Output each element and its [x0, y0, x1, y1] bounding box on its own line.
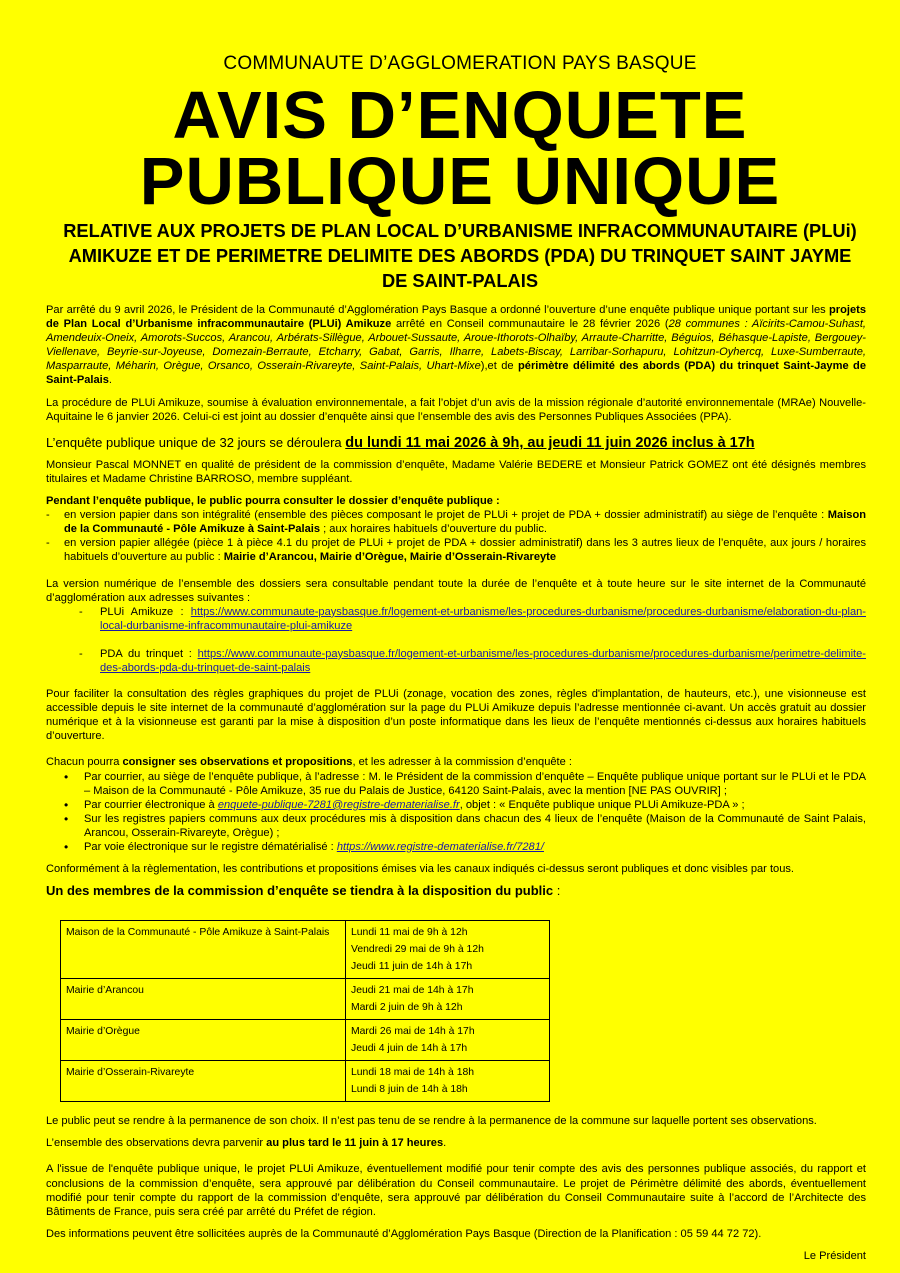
- intro-paragraph: [46, 303, 866, 388]
- permanence-row: [61, 1020, 550, 1061]
- observations-text-2: , et les adresser à la commission d’enquête :: [352, 756, 572, 769]
- observation-mail: • Par courrier, au siège de l’enquête publique, à l’adresse : M. le Président de la commission d’enquête – Enquête publique unique portant sur le PLUi et le PDA – Maison de la Communauté - Pôle Amikuze, 35 rue du Palais de Justice, 64120 Saint-Palais, avec la mention [NE PAS OUVRIR] ;: [46, 770, 866, 798]
- permanence-slot: Jeudi 11 juin de 14h à 17h: [351, 961, 473, 973]
- permanence-row: [61, 921, 550, 979]
- consult-item-light-places: Mairie d’Arancou, Mairie d’Orègue, Mairie d’Osserain-Rivareyte: [223, 551, 557, 564]
- permanences-heading-suffix: :: [553, 883, 561, 899]
- intro-pda-project: périmètre délimité des abords (PDA) du trinquet Saint-Jayme de Saint-Palais: [46, 360, 866, 387]
- permanences-table: [60, 920, 550, 1102]
- permanence-slots: [346, 1020, 550, 1061]
- deadline-date: au plus tard le 11 juin à 17 heures: [266, 1137, 444, 1150]
- observation-online-pre: Par voie électronique sur le registre dématérialisé :: [84, 841, 337, 853]
- pda-link[interactable]: https://www.communaute-paysbasque.fr/logement-et-urbanisme/les-procedures-durbanisme/procedures-durbanisme/perimetre-delimite-des-abords-pda-du-trinquet-de-saint-palais: [100, 647, 866, 674]
- permanence-slot: Jeudi 4 juin de 14h à 17h: [351, 1043, 468, 1055]
- permanence-slot: Lundi 18 mai de 14h à 18h: [351, 1067, 475, 1079]
- consult-list: [46, 508, 866, 564]
- consult-item-light: [46, 536, 866, 564]
- consult-heading: [46, 494, 866, 508]
- deadline-text-2: .: [443, 1137, 447, 1150]
- permanence-slot: Lundi 8 juin de 14h à 18h: [351, 1084, 468, 1096]
- permanence-slots: [346, 1061, 550, 1102]
- signature: Le Président: [803, 1249, 866, 1262]
- conformity-paragraph: Conformément à la règlementation, les contributions et propositions émises via les canaux indiqués ci-dessus seront publiques et donc visibles par tous.: [46, 863, 794, 876]
- permanence-slot: Vendredi 29 mai de 9h à 12h: [351, 944, 484, 956]
- permanence-slots: [346, 921, 550, 979]
- deadline-text-1: L’ensemble des observations devra parvenir: [46, 1137, 267, 1150]
- digital-paragraph: La version numérique de l’ensemble des dossiers sera consultable pendant toute la durée de l’enquête et à toute heure sur le site internet de la Communauté d’agglomération aux adresses suivantes :: [46, 577, 866, 604]
- permanence-location: Maison de la Communauté - Pôle Amikuze à Saint-Palais: [61, 921, 346, 979]
- observation-online: [46, 840, 866, 854]
- plui-link-label: PLUi Amikuze :: [100, 605, 191, 618]
- enquiry-dates: du lundi 11 mai 2026 à 9h, au jeudi 11 juin 2026 inclus à 17h: [345, 434, 755, 451]
- permanence-row: [61, 979, 550, 1020]
- consult-item-light-text: en version papier allégée (pièce 1 à pièce 4.1 du projet de PLUi + projet de PDA + dossier administratif) dans les 3 autres lieux de l’enquête, aux jours / horaires habituels d’ouverture au public :: [64, 537, 866, 564]
- intro-text-4: .: [108, 374, 112, 387]
- intro-text-2: arrêté en Conseil communautaire le 28 février 2026 (: [391, 318, 669, 331]
- digital-links: [46, 605, 866, 675]
- observation-email: [46, 798, 866, 812]
- observations-text-1: Chacun pourra: [46, 756, 123, 769]
- pda-link-label: PDA du trinquet :: [100, 647, 198, 660]
- consult-item-full-end: ; aux horaires habituels d’ouverture du public.: [320, 523, 547, 536]
- choice-paragraph: Le public peut se rendre à la permanence de son choix. Il n’est pas tenu de se rendre à la permanence de la commune sur laquelle portent ses observations.: [46, 1115, 817, 1128]
- viewer-paragraph: Pour faciliter la consultation des règles graphiques du projet de PLUi (zonage, vocation des zones, règles d'implantation, de hauteurs, etc.), une visionneuse est accessible depuis le site internet de la communauté d’agglomération sur la page du PLUi Amikuze depuis l’adresse mentionnée ci-avant. Un accès gratuit au dossier numérique et à la visionneuse est garanti par la mise à disposition d’un poste informatique dans les lieux de l’enquête mentionnés ci-dessus aux horaires habituels d’ouverture.: [46, 688, 866, 743]
- permanence-location: Mairie d’Orègue: [61, 1020, 346, 1061]
- observations-bold: consigner ses observations et propositions: [122, 756, 353, 769]
- observations-list: [46, 770, 866, 855]
- duration-prefix: L’enquête publique unique de 32 jours se déroulera: [46, 434, 346, 450]
- pda-link-item: [46, 647, 866, 675]
- subtitle: RELATIVE AUX PROJETS DE PLAN LOCAL D’URBANISME INFRACOMMUNAUTAIRE (PLUi) AMIKUZE ET DE PERIMETRE DELIMITE DES ABORDS (PDA) DU TRINQUET SAINT JAYME DE SAINT-PALAIS: [63, 220, 857, 291]
- intro-text-3: ),et de: [480, 360, 518, 373]
- title-line-1: AVIS D’ENQUETE: [172, 78, 748, 153]
- permanence-slot: Lundi 11 mai de 9h à 12h: [351, 927, 468, 939]
- observation-registers: • Sur les registres papiers communs aux deux procédures mis à disposition dans chacun des 4 lieux de l’enquête (Maison de la Communauté de Saint Palais, Arancou, Osserain-Rivareyte, Orègue) ;: [46, 812, 866, 840]
- notice-body: [46, 303, 866, 1263]
- contact-paragraph: Des informations peuvent être sollicitées auprès de la Communauté d’Agglomération Pays Basque (Direction de la Planification : 05 59 44 72 72).: [46, 1227, 762, 1240]
- duration-paragraph: [46, 436, 866, 450]
- plui-link[interactable]: https://www.communaute-paysbasque.fr/logement-et-urbanisme/les-procedures-durbanisme/procedures-durbanisme/elaboration-du-plan-local-durbanisme-infracommunautaire-plui-amikuze: [100, 605, 866, 632]
- consult-heading-text: Pendant l’enquête publique, le public pourra consulter le dossier d’enquête publique :: [46, 495, 500, 508]
- organization-name: COMMUNAUTE D’AGGLOMERATION PAYS BASQUE: [223, 53, 697, 74]
- registry-link[interactable]: https://www.registre-dematerialise.fr/7281/: [336, 841, 544, 853]
- plui-link-item: [46, 605, 866, 633]
- permanence-slots: [346, 979, 550, 1020]
- permanence-slot: Jeudi 21 mai de 14h à 17h: [351, 985, 474, 997]
- permanences-heading-text: Un des membres de la commission d’enquête se tiendra à la disposition du public: [46, 883, 554, 899]
- intro-communes-list: 28 communes : Aïcirits-Camou-Suhast, Amendeuix-Oneix, Amorots-Succos, Arancou, Arbérats-Sillègue, Arbouet-Sussaute, Aroue-Ithorots-Olhaïby, Arraute-Charritte, Béguios, Béhasque-Lapiste, Bergouey-Viellenave, Beyrie-sur-Joyeuse, Domezain-Berraute, Etcharry, Gabat, Garris, Ilharre, Labets-Biscay, Larribar-Sorhapuru, Lohitzun-Oyhercq, Luxe-Sumberraute, Masparraute, Méharin, Orègue, Orsanco, Osserain-Rivareyte, Saint-Palais, Uhart-Mixe: [46, 318, 866, 373]
- permanence-row: [61, 1061, 550, 1102]
- commission-paragraph: Monsieur Pascal MONNET en qualité de président de la commission d’enquête, Madame Valérie BEDERE et Monsieur Patrick GOMEZ ont été désignés membres titulaires et Madame Christine BARROSO, membre suppléant.: [46, 458, 866, 485]
- permanence-location: Mairie d’Arancou: [61, 979, 346, 1020]
- observation-email-post: , objet : « Enquête publique unique PLUi Amikuze-PDA » ;: [459, 798, 745, 811]
- observations-paragraph: [46, 755, 866, 769]
- intro-text-1: Par arrêté du 9 avril 2026, le Président de la Communauté d’Agglomération Pays Basque a ordonné l’ouverture d’une enquête publique unique portant sur les: [46, 304, 829, 316]
- consult-item-full-text: en version papier dans son intégralité (ensemble des pièces composant le projet de PLUi + projet de PDA + dossier administratif) au siège de l’enquête :: [64, 509, 828, 522]
- permanence-slot: Mardi 26 mai de 14h à 17h: [351, 1026, 475, 1038]
- consult-item-full: [46, 508, 866, 536]
- consult-item-full-place: Maison de la Communauté - Pôle Amikuze à Saint-Palais: [64, 509, 866, 536]
- observation-email-pre: Par courrier électronique à: [84, 798, 218, 811]
- permanences-heading: [46, 884, 866, 898]
- mrae-paragraph: La procédure de PLUi Amikuze, soumise à évaluation environnementale, a fait l’objet d’un avis de la mission régionale d’autorité environnementale (MRAe) Nouvelle-Aquitaine le 6 janvier 2026. Celui-ci est joint au dossier d’enquête ainsi que l’ensemble des avis des Personnes Publiques Associées (PPA).: [46, 396, 866, 423]
- permanence-location: Mairie d’Osserain-Rivareyte: [61, 1061, 346, 1102]
- outcome-paragraph: A l'issue de l'enquête publique unique, le projet PLUi Amikuze, éventuellement modifié pour tenir compte des avis des personnes publique associés, du rapport et conclusions de la commission d’enquête, sera approuvé par délibération du Conseil communautaire. Le projet de Périmètre délimité des abords, éventuellement modifié pour tenir compte du rapport de la commission d’enquête, sera approuvé par délibération du Conseil Communautaire suite à l’accord de l’Architecte des Bâtiments de France, puis sera créé par arrêté du Préfet de région.: [46, 1163, 866, 1218]
- title-line-2: PUBLIQUE UNIQUE: [139, 144, 781, 219]
- intro-plui-project: projets de Plan Local d’Urbanisme infracommunautaire (PLUi) Amikuze: [46, 304, 866, 331]
- email-link[interactable]: enquete-publique-7281@registre-dematerialise.fr: [217, 798, 460, 811]
- deadline-paragraph: [46, 1136, 866, 1150]
- permanence-slot: Mardi 2 juin de 9h à 12h: [351, 1002, 463, 1014]
